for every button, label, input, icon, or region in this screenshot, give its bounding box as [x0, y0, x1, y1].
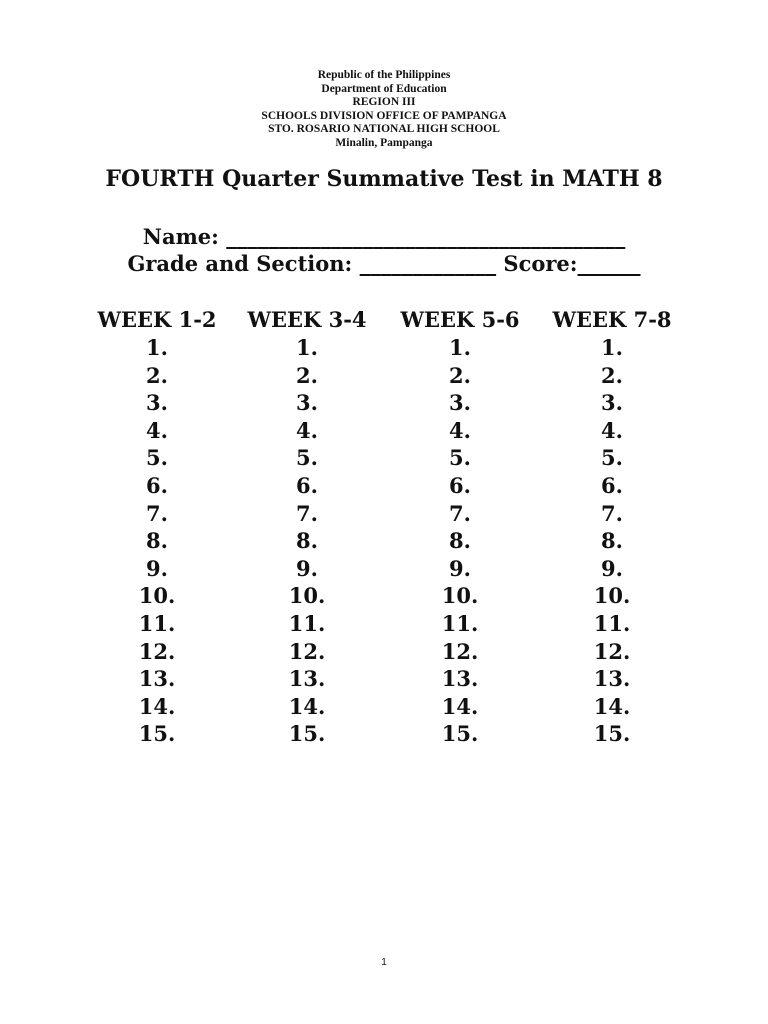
- answer-item: 8.: [601, 528, 623, 554]
- answer-item: 4.: [601, 417, 623, 443]
- answer-item: 2.: [296, 362, 318, 388]
- header-region: REGION III: [352, 96, 416, 109]
- answer-item: 3.: [296, 390, 318, 416]
- answer-column-week-3-4: [232, 305, 382, 748]
- column-heading: WEEK 7-8: [552, 307, 672, 332]
- answer-item: 15.: [441, 721, 479, 747]
- document-header: [0, 69, 768, 151]
- column-heading: WEEK 3-4: [247, 307, 367, 332]
- answer-item: 10.: [593, 583, 631, 609]
- answer-item: 3.: [449, 390, 471, 416]
- answer-item: 12.: [138, 638, 176, 664]
- answer-item: 11.: [138, 610, 176, 636]
- answer-item: 1.: [296, 335, 318, 360]
- answer-item: 3.: [601, 390, 623, 416]
- answer-item: 6.: [601, 472, 623, 498]
- answer-item: 11.: [441, 610, 479, 636]
- answer-column-week-1-2: [82, 305, 232, 748]
- answer-item: 2.: [146, 362, 168, 388]
- answer-item: 1.: [449, 335, 471, 360]
- answer-item: 14.: [138, 693, 176, 719]
- answer-item: 8.: [146, 528, 168, 554]
- answer-item: 9.: [146, 555, 168, 581]
- answer-item: 14.: [288, 693, 326, 719]
- answer-item: 6.: [296, 472, 318, 498]
- answer-item: 12.: [441, 638, 479, 664]
- answer-item: 4.: [449, 417, 471, 443]
- answer-item: 9.: [449, 555, 471, 581]
- answer-item: 13.: [441, 666, 479, 692]
- answer-item: 15.: [138, 721, 176, 747]
- answer-column-week-5-6: [385, 305, 535, 748]
- name-field-line: Name: ______________________________________: [142, 224, 626, 249]
- answer-item: 15.: [593, 721, 631, 747]
- answer-item: 12.: [288, 638, 326, 664]
- column-heading: WEEK 1-2: [97, 307, 217, 332]
- answer-item: 5.: [296, 445, 318, 471]
- answer-item: 10.: [138, 583, 176, 609]
- answer-item: 11.: [593, 610, 631, 636]
- answer-item: 7.: [601, 500, 623, 526]
- header-division: SCHOOLS DIVISION OFFICE OF PAMPANGA: [261, 109, 507, 122]
- answer-item: 7.: [296, 500, 318, 526]
- answer-item: 12.: [593, 638, 631, 664]
- answer-item: 7.: [146, 500, 168, 526]
- answer-item: 14.: [593, 693, 631, 719]
- answer-item: 5.: [146, 445, 168, 471]
- column-heading: WEEK 5-6: [400, 307, 520, 332]
- answer-item: 7.: [449, 500, 471, 526]
- answer-item: 8.: [296, 528, 318, 554]
- answer-item: 5.: [449, 445, 471, 471]
- test-title: FOURTH Quarter Summative Test in MATH 8: [105, 166, 663, 192]
- answer-item: 13.: [593, 666, 631, 692]
- grade-section-score-line: Grade and Section: _____________ Score:______: [127, 251, 641, 276]
- answer-item: 5.: [601, 445, 623, 471]
- page-number: 1: [381, 957, 387, 968]
- header-location: Minalin, Pampanga: [335, 136, 433, 149]
- header-department: Department of Education: [321, 82, 447, 95]
- answer-item: 10.: [441, 583, 479, 609]
- answer-item: 2.: [449, 362, 471, 388]
- answer-item: 9.: [601, 555, 623, 581]
- answer-item: 9.: [296, 555, 318, 581]
- answer-column-week-7-8: [537, 305, 687, 748]
- answer-item: 4.: [146, 417, 168, 443]
- answer-item: 14.: [441, 693, 479, 719]
- answer-item: 1.: [146, 335, 168, 360]
- answer-item: 1.: [601, 335, 623, 360]
- answer-item: 6.: [449, 472, 471, 498]
- answer-item: 13.: [138, 666, 176, 692]
- answer-item: 3.: [146, 390, 168, 416]
- answer-item: 6.: [146, 472, 168, 498]
- header-country: Republic of the Philippines: [317, 69, 451, 81]
- header-school: STO. ROSARIO NATIONAL HIGH SCHOOL: [268, 123, 500, 136]
- answer-item: 2.: [601, 362, 623, 388]
- answer-item: 13.: [288, 666, 326, 692]
- answer-item: 15.: [288, 721, 326, 747]
- answer-item: 10.: [288, 583, 326, 609]
- answer-item: 11.: [288, 610, 326, 636]
- answer-item: 4.: [296, 417, 318, 443]
- answer-item: 8.: [449, 528, 471, 554]
